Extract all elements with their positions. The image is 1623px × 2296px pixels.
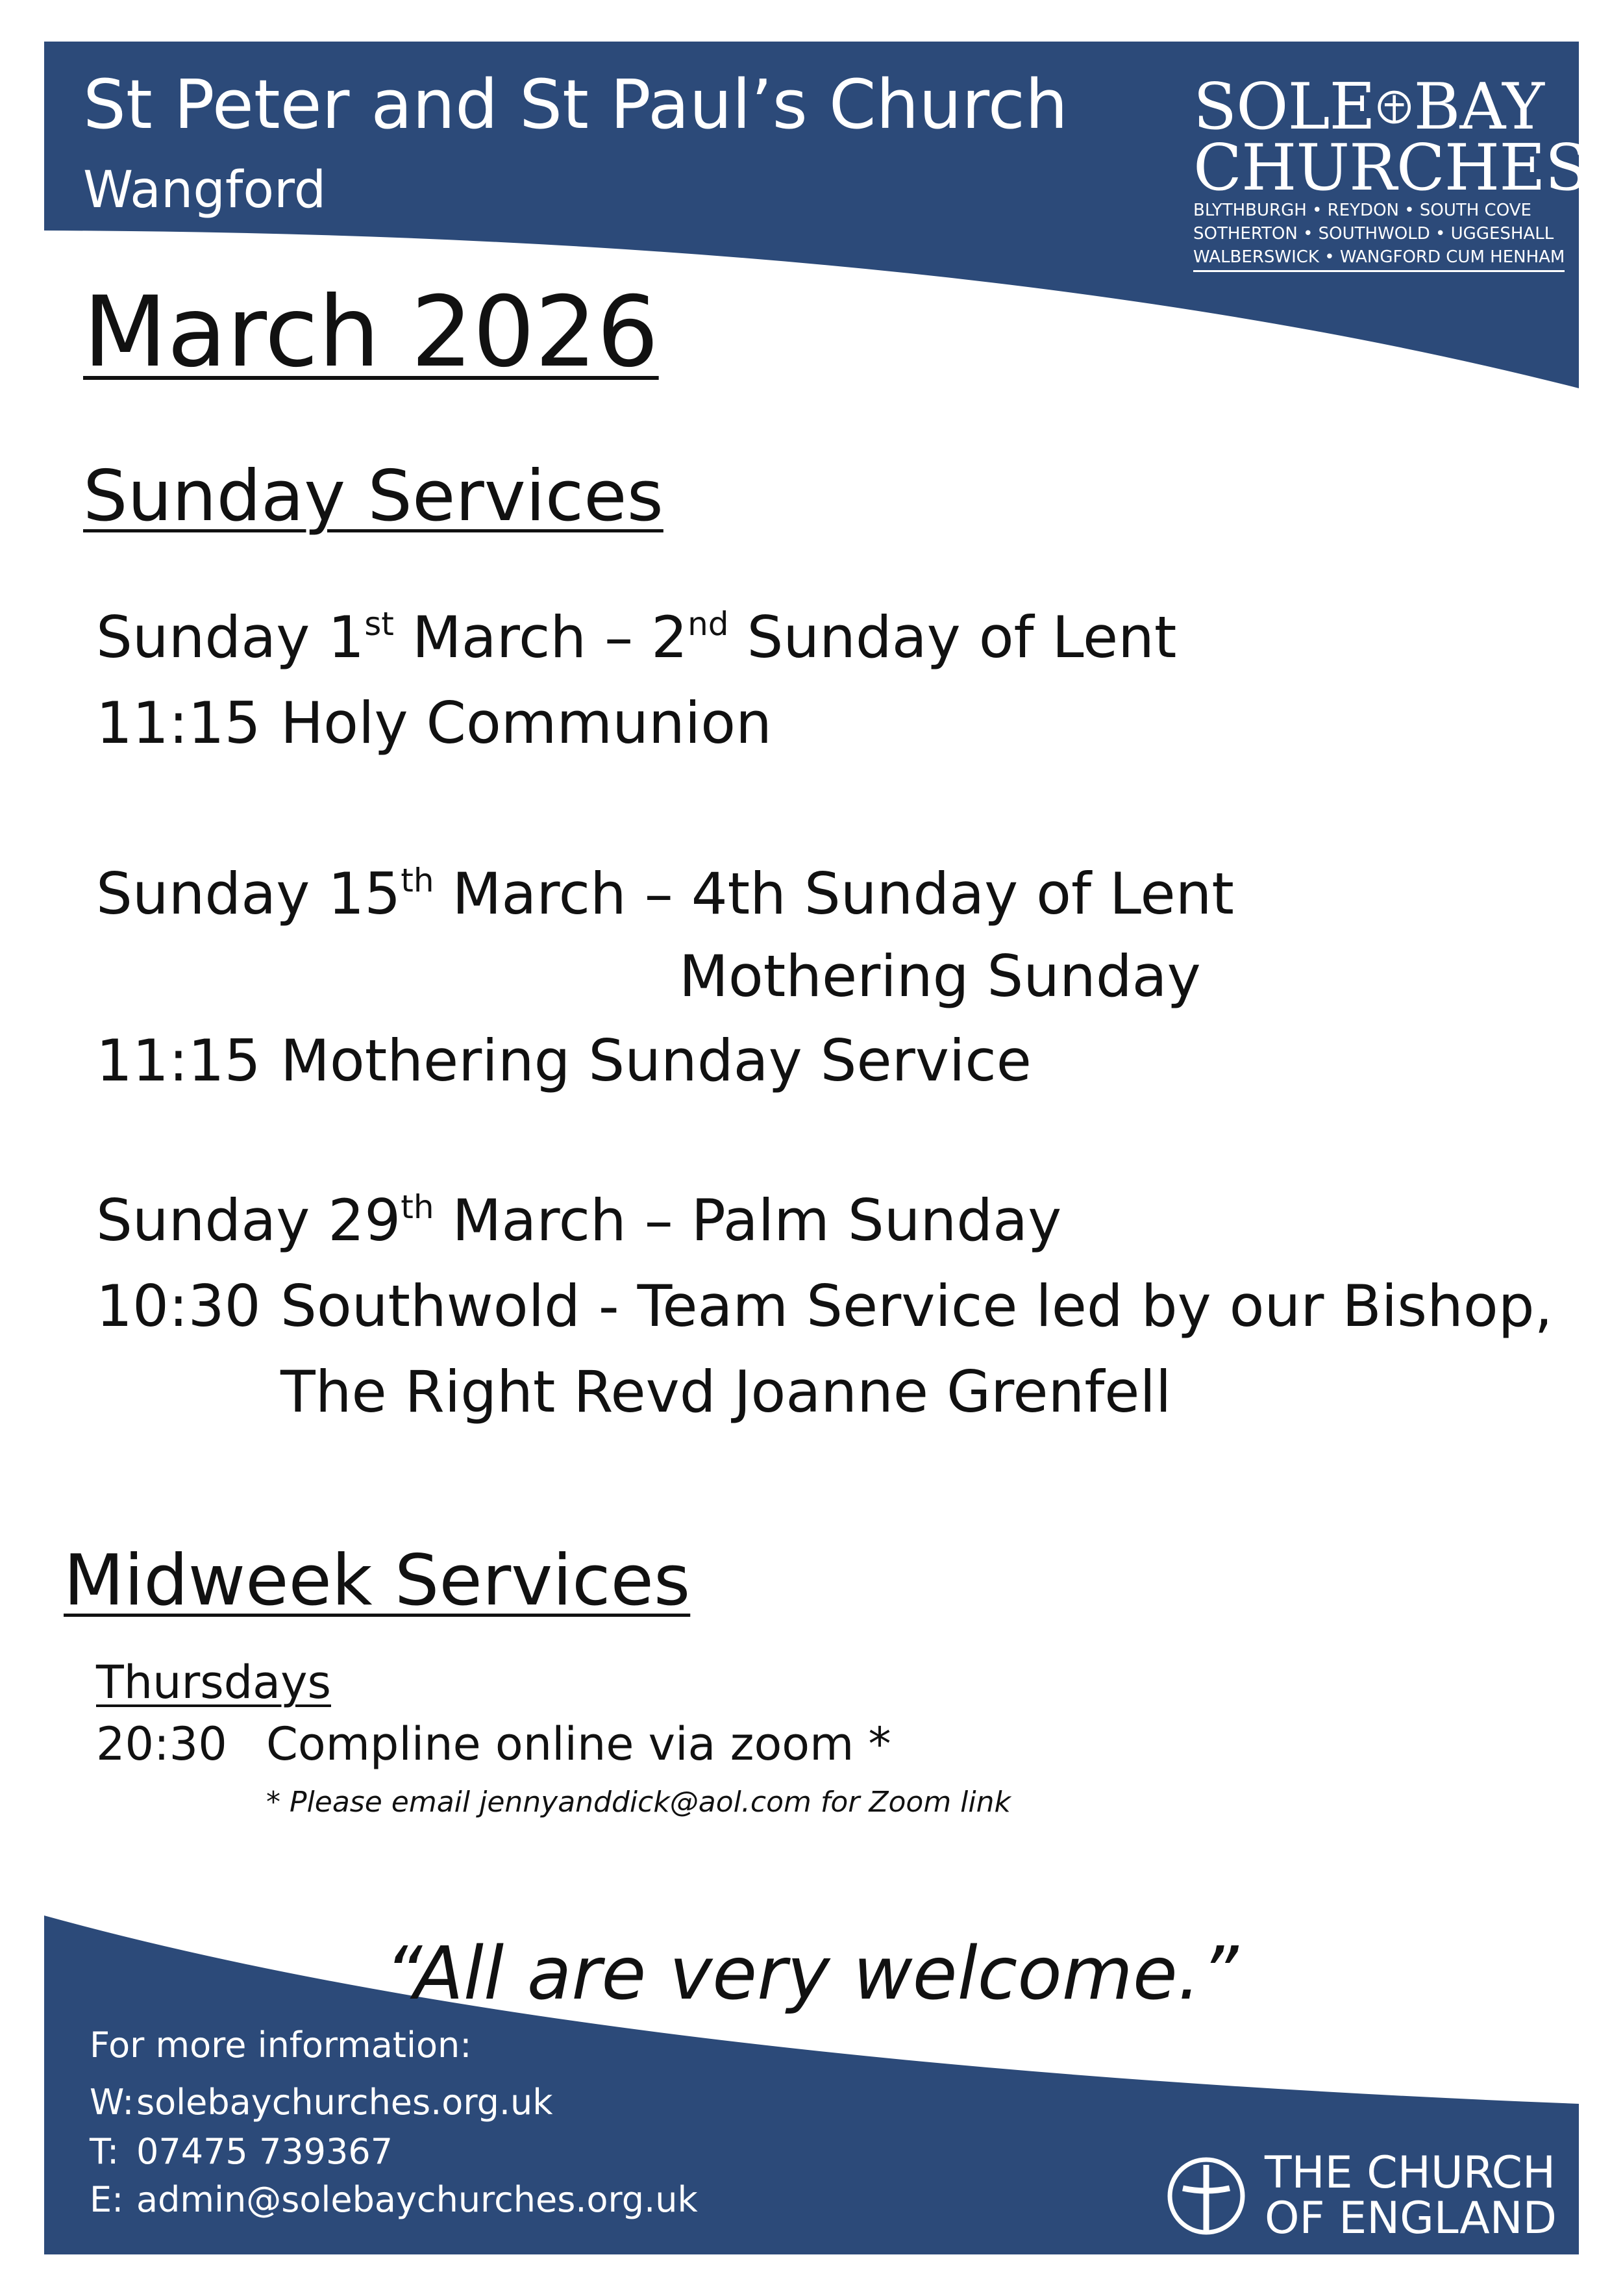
midweek-service-line xyxy=(96,1717,891,1771)
midweek-services-heading: Midweek Services xyxy=(64,1540,691,1621)
service-3-line xyxy=(96,1273,1553,1340)
midweek-day-heading: Thursdays xyxy=(96,1656,331,1709)
service-3-description-line-2: The Right Revd Joanne Grenfell xyxy=(280,1358,1172,1425)
sole-bay-cross-icon xyxy=(1376,88,1412,127)
more-info-label: For more information: xyxy=(90,2025,472,2065)
church-location: Wangford xyxy=(83,161,327,219)
midweek-description: Compline online via zoom * xyxy=(266,1717,891,1771)
service-1-time: 11:15 xyxy=(96,690,261,756)
church-of-england-logo xyxy=(1166,2147,1557,2244)
service-2-subtitle: Mothering Sunday xyxy=(679,943,1201,1010)
service-1-heading: Sunday 1st March – 2nd Sunday of Lent xyxy=(96,604,1177,671)
coe-line-2: OF ENGLAND xyxy=(1265,2193,1557,2244)
website-label: W: xyxy=(90,2082,134,2123)
email-line xyxy=(90,2179,698,2220)
service-2-description: Mothering Sunday Service xyxy=(280,1027,1032,1094)
email-label: E: xyxy=(90,2179,124,2220)
month-title: March 2026 xyxy=(83,276,659,389)
zoom-link-note: * Please email jennyanddick@aol.com for Zoom link xyxy=(266,1786,1011,1819)
church-of-england-cross-icon xyxy=(1166,2156,1246,2236)
service-2-time: 11:15 xyxy=(96,1027,261,1094)
sunday-services-heading: Sunday Services xyxy=(83,456,663,537)
logo-word-bay: BAY xyxy=(1413,70,1544,144)
logo-word-churches: CHURCHES xyxy=(1193,131,1588,205)
coe-line-1: THE CHURCH xyxy=(1265,2147,1556,2199)
website-line xyxy=(90,2082,553,2123)
logo-parishes-line-2: SOTHERTON • SOUTHWOLD • UGGESHALL xyxy=(1193,224,1554,243)
service-1-description: Holy Communion xyxy=(280,690,772,756)
sole-bay-churches-logo xyxy=(1193,70,1588,272)
welcome-message: “All are very welcome.” xyxy=(384,1932,1239,2016)
telephone-number[interactable]: 07475 739367 xyxy=(136,2131,393,2172)
logo-parishes-line-1: BLYTHBURGH • REYDON • SOUTH COVE xyxy=(1193,201,1531,220)
midweek-time: 20:30 xyxy=(96,1717,227,1771)
service-1-line xyxy=(96,690,772,756)
logo-word-sole: SOLE xyxy=(1193,70,1376,144)
church-name: St Peter and St Paul’s Church xyxy=(83,65,1068,144)
service-3-heading: Sunday 29th March – Palm Sunday xyxy=(96,1187,1062,1254)
logo-parishes-line-3: WALBERSWICK • WANGFORD CUM HENHAM xyxy=(1193,245,1565,272)
telephone-label: T: xyxy=(90,2131,119,2172)
service-3-description: Southwold - Team Service led by our Bishop, xyxy=(280,1273,1553,1340)
website-link[interactable]: solebaychurches.org.uk xyxy=(136,2082,553,2123)
service-2-line xyxy=(96,1027,1032,1094)
email-link[interactable]: admin@solebaychurches.org.uk xyxy=(136,2179,698,2220)
telephone-line xyxy=(90,2131,393,2172)
service-3-time: 10:30 xyxy=(96,1273,261,1340)
service-2-heading: Sunday 15th March – 4th Sunday of Lent xyxy=(96,860,1234,927)
